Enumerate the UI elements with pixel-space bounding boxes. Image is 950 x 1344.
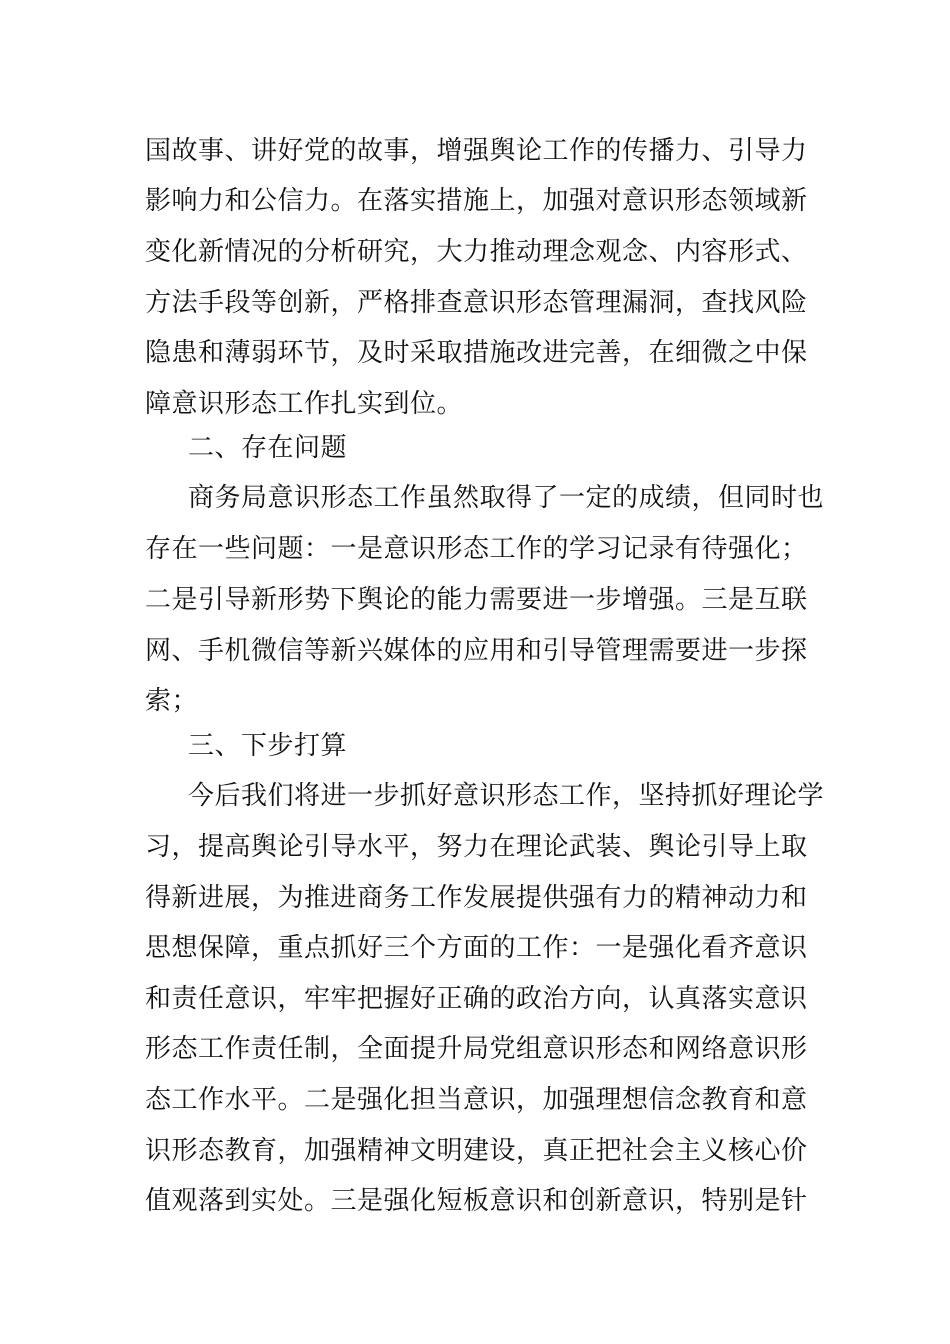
text-line: 国故事、讲好党的故事，增强舆论工作的传播力、引导力: [145, 136, 808, 166]
text-line: 存在一些问题：一是意识形态工作的学习记录有待强化；: [145, 534, 808, 564]
text-line: 影响力和公信力。在落实措施上，加强对意识形态领域新: [145, 186, 808, 216]
text-line: 形态工作责任制，全面提升局党组意识形态和网络意识形: [145, 1034, 808, 1064]
text-line: 态工作水平。二是强化担当意识，加强理想信念教育和意: [145, 1085, 808, 1115]
text-line: 障意识形态工作扎实到位。: [145, 389, 464, 419]
text-line: 商务局意识形态工作虽然取得了一定的成绩，但同时也: [188, 483, 825, 513]
section-heading: 三、下步打算: [188, 731, 348, 761]
text-line: 方法手段等创新，严格排查意识形态管理漏洞，查找风险: [145, 288, 808, 318]
text-line: 变化新情况的分析研究，大力推动理念观念、内容形式、: [145, 237, 808, 267]
text-line: 思想保障，重点抓好三个方面的工作：一是强化看齐意识: [145, 933, 808, 963]
text-line: 网、手机微信等新兴媒体的应用和引导管理需要进一步探: [145, 636, 808, 666]
text-line: 习，提高舆论引导水平，努力在理论武装、舆论引导上取: [145, 832, 808, 862]
text-line: 和责任意识，牢牢把握好正确的政治方向，认真落实意识: [145, 984, 808, 1014]
text-line: 得新进展，为推进商务工作发展提供强有力的精神动力和: [145, 883, 808, 913]
text-line: 隐患和薄弱环节，及时采取措施改进完善，在细微之中保: [145, 338, 808, 368]
text-line: 今后我们将进一步抓好意识形态工作，坚持抓好理论学: [188, 781, 825, 811]
section-heading: 二、存在问题: [188, 433, 348, 463]
text-line: 索；: [145, 686, 199, 716]
text-line: 值观落到实处。三是强化短板意识和创新意识，特别是针: [145, 1186, 808, 1216]
text-line: 二是引导新形势下舆论的能力需要进一步增强。三是互联: [145, 585, 808, 615]
text-line: 识形态教育，加强精神文明建设，真正把社会主义核心价: [145, 1136, 808, 1166]
